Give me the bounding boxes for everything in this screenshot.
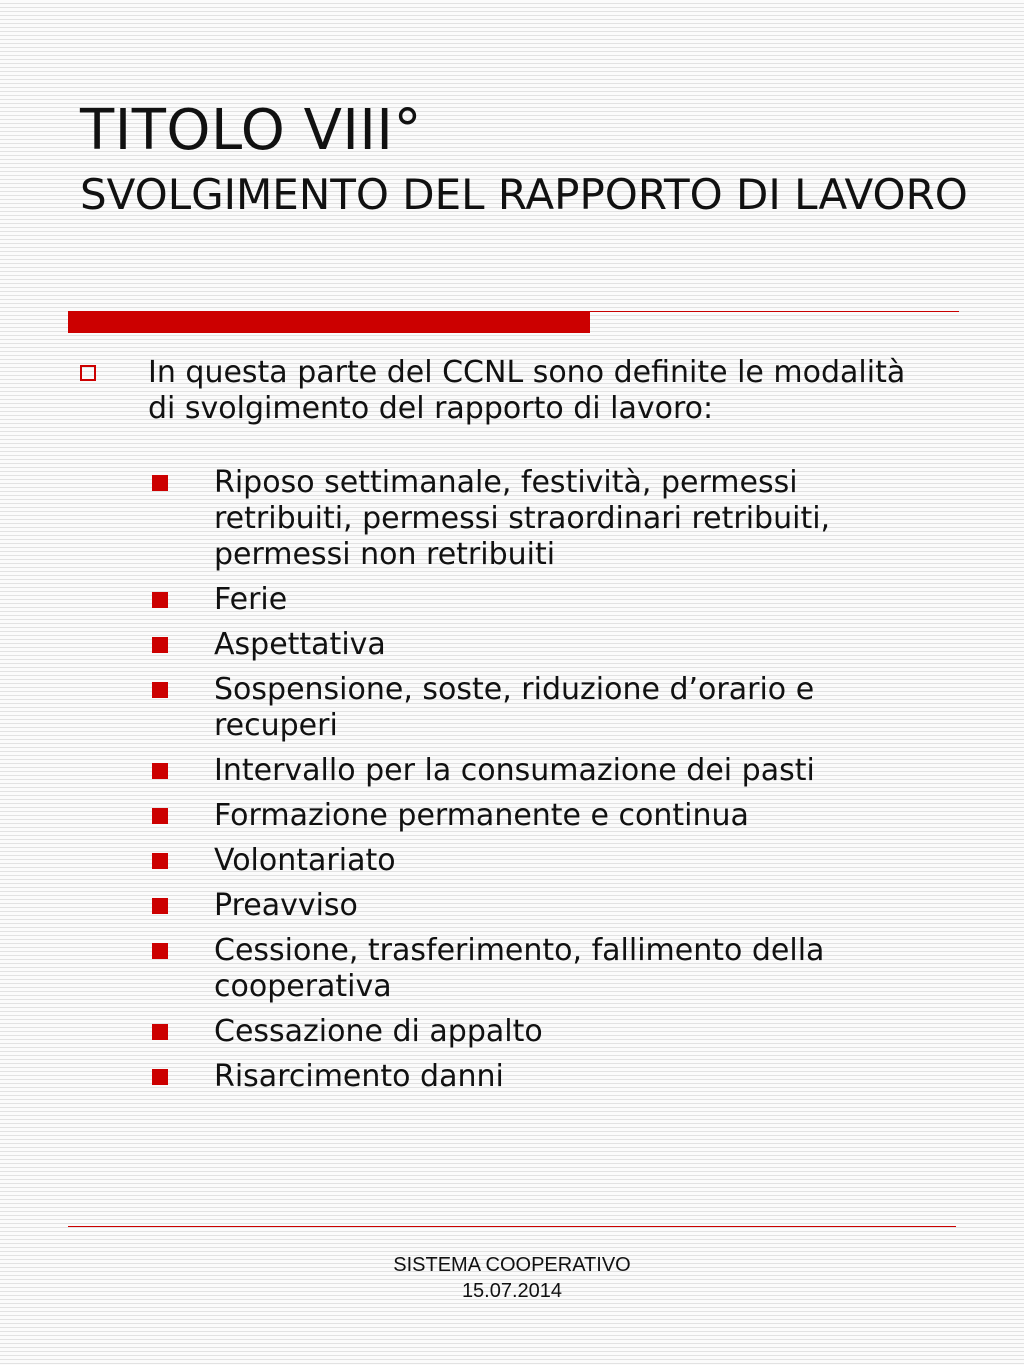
list-item xyxy=(152,627,970,663)
list-item-text: Volontariato xyxy=(214,843,396,878)
square-bullet-icon xyxy=(152,1024,168,1040)
square-bullet-icon xyxy=(152,592,168,608)
square-bullet-icon xyxy=(152,853,168,869)
list-item-text: Preavviso xyxy=(214,888,358,923)
list-item xyxy=(152,933,970,1005)
slide-title xyxy=(80,96,980,224)
list-item-text: Aspettativa xyxy=(214,627,386,662)
intro-text: In questa parte del CCNL sono definite le modalità di svolgimento del rapporto di lavoro: xyxy=(148,355,906,426)
topic-list xyxy=(80,465,970,1095)
list-item xyxy=(152,1059,970,1095)
list-item-text: Risarcimento danni xyxy=(214,1059,504,1094)
title-subtitle: SVOLGIMENTO DEL RAPPORTO DI LAVORO xyxy=(80,170,968,219)
list-item xyxy=(152,753,970,789)
list-item-text: Intervallo per la consumazione dei pasti xyxy=(214,753,815,788)
list-item xyxy=(152,465,970,573)
list-item-text: Ferie xyxy=(214,582,288,617)
list-item xyxy=(152,672,970,744)
slide-footer xyxy=(312,1252,712,1304)
square-bullet-icon xyxy=(152,763,168,779)
hollow-square-icon xyxy=(80,365,96,381)
slide-content xyxy=(80,355,970,1104)
square-bullet-icon xyxy=(152,637,168,653)
square-bullet-icon xyxy=(152,1069,168,1085)
title-divider-bar xyxy=(68,311,590,333)
list-item-text: Sospensione, soste, riduzione d’orario e recuperi xyxy=(214,672,815,743)
list-item xyxy=(152,798,970,834)
footer-divider-line xyxy=(68,1226,956,1227)
list-item-text: Cessione, trasferimento, fallimento della cooperativa xyxy=(214,933,825,1004)
list-item-text: Riposo settimanale, festività, permessi retribuiti, permessi straordinari retribuiti, permessi non retribuiti xyxy=(214,465,831,572)
intro-bullet-item xyxy=(80,355,970,427)
list-item xyxy=(152,582,970,618)
square-bullet-icon xyxy=(152,898,168,914)
square-bullet-icon xyxy=(152,808,168,824)
square-bullet-icon xyxy=(152,475,168,491)
list-item xyxy=(152,1014,970,1050)
list-item-text: Formazione permanente e continua xyxy=(214,798,749,833)
square-bullet-icon xyxy=(152,943,168,959)
footer-date: 15.07.2014 xyxy=(461,1280,563,1302)
title-main: TITOLO VIII° xyxy=(80,98,422,163)
square-bullet-icon xyxy=(152,682,168,698)
list-item xyxy=(152,843,970,879)
footer-organization: SISTEMA COOPERATIVO xyxy=(393,1254,631,1276)
list-item xyxy=(152,888,970,924)
list-item-text: Cessazione di appalto xyxy=(214,1014,543,1049)
